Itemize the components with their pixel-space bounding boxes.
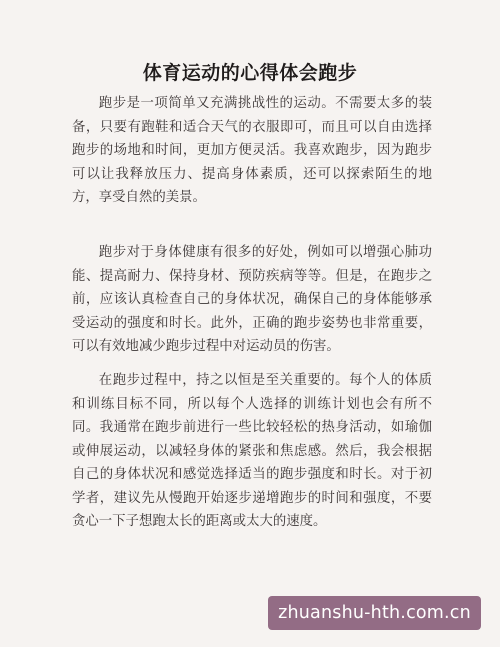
site-watermark: zhuanshu-hth.com.cn bbox=[268, 596, 481, 630]
paragraph-3: 在跑步过程中，持之以恒是至关重要的。每个人的体质和训练目标不同，所以每个人选择的训练计划也会有所不同。我通常在跑步前进行一些比较轻松的热身活动，如瑜伽或伸展运动，以减轻身体的紧张和焦虑感。然后，我会根据自己的身体状况和感觉选择适当的跑步强度和时长。对于初学者，建议先从慢跑开始逐步递增跑步的时间和强度，不要贪心一下子想跑太长的距离或太大的速度。 bbox=[72, 373, 432, 529]
document-title: 体育运动的心得体会跑步 bbox=[142, 62, 358, 84]
paragraph-1: 跑步是一项简单又充满挑战性的运动。不需要太多的装备，只要有跑鞋和适合天气的衣服即可，而且可以自由选择跑步的场地和时间，更加方便灵活。我喜欢跑步，因为跑步可以让我释放压力、提高身体素质，还可以探索陌生的地方，享受自然的美景。 bbox=[72, 96, 432, 205]
paragraph-2: 跑步对于身体健康有很多的好处，例如可以增强心肺功能、提高耐力、保持身材、预防疾病等等。但是，在跑步之前，应该认真检查自己的身体状况，确保自己的身体能够承受运动的强度和时长。此外，正确的跑步姿势也非常重要，可以有效地减少跑步过程中对运动员的伤害。 bbox=[72, 245, 432, 354]
